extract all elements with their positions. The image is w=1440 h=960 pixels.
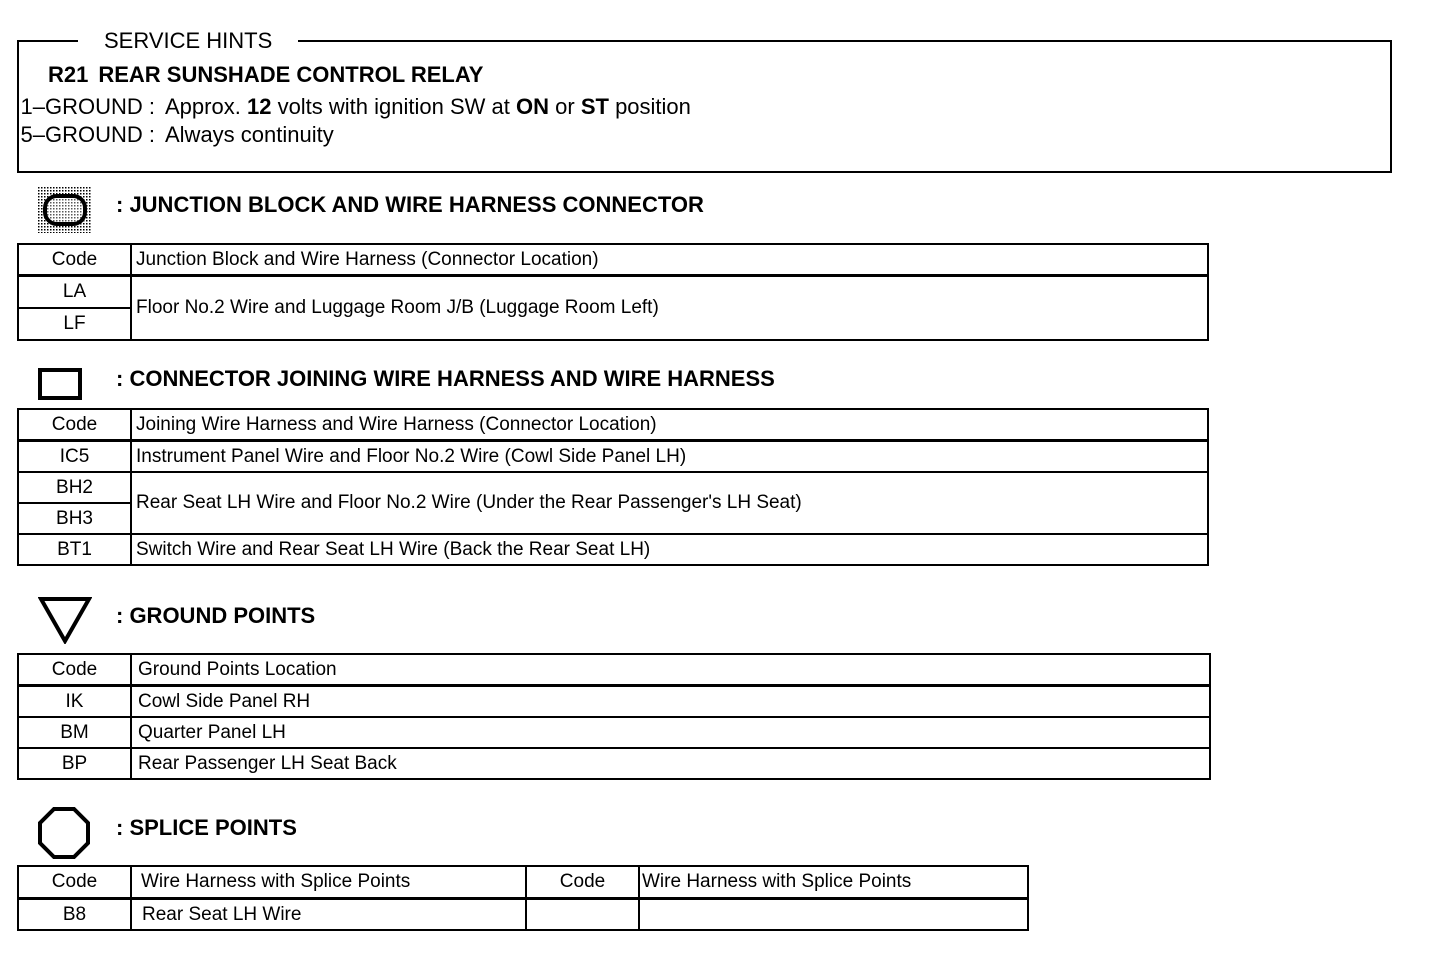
junction-heading: : JUNCTION BLOCK AND WIRE HARNESS CONNECTOR	[116, 192, 704, 217]
table-row	[18, 748, 1210, 779]
col-desc: Ground Points Location	[131, 654, 1210, 686]
hint-text: or	[555, 94, 575, 119]
hint-voltage: 12	[246, 94, 272, 119]
relay-name: REAR SUNSHADE CONTROL RELAY	[98, 62, 484, 87]
ground-triangle-icon	[38, 596, 92, 644]
desc-cell: Rear Passenger LH Seat Back	[131, 748, 1210, 779]
splice-table	[17, 865, 1029, 931]
code-cell: IC5	[18, 441, 131, 473]
desc-cell-2	[639, 899, 1028, 931]
code-cell: BM	[18, 717, 131, 748]
hint-text: volts with ignition SW at	[277, 94, 510, 119]
hint-line-1	[0, 94, 691, 120]
col-code: Code	[18, 409, 131, 441]
table-row	[18, 899, 1028, 931]
splice-heading: : SPLICE POINTS	[116, 815, 297, 840]
col-code: Code	[18, 654, 131, 686]
col-code: Code	[18, 866, 131, 899]
desc-cell: Rear Seat LH Wire	[131, 899, 526, 931]
desc-cell: Switch Wire and Rear Seat LH Wire (Back the Rear Seat LH)	[131, 534, 1208, 565]
table-row	[18, 472, 1208, 503]
table-row	[18, 441, 1208, 473]
code-cell: B8	[18, 899, 131, 931]
code-cell: LA	[18, 276, 131, 309]
code-cell: BH2	[18, 472, 131, 503]
hint-on: ON	[516, 94, 549, 119]
code-cell: IK	[18, 686, 131, 718]
table-header-row	[18, 866, 1028, 899]
hint-pin: 1–GROUND :	[20, 94, 155, 119]
relay-title	[48, 62, 483, 88]
hint-pin: 5–GROUND :	[20, 122, 155, 147]
col-code-2: Code	[526, 866, 639, 899]
col-desc-2: Wire Harness with Splice Points	[639, 866, 1028, 899]
code-cell-2	[526, 899, 639, 931]
junction-table	[17, 243, 1209, 341]
hint-text: Approx.	[165, 94, 241, 119]
col-desc: Joining Wire Harness and Wire Harness (Connector Location)	[131, 409, 1208, 441]
table-header-row	[18, 654, 1210, 686]
table-header-row	[18, 244, 1208, 276]
code-cell: BH3	[18, 503, 131, 534]
junction-block-icon	[38, 187, 92, 233]
table-row	[18, 717, 1210, 748]
code-cell: BP	[18, 748, 131, 779]
ground-table	[17, 653, 1211, 780]
col-desc: Wire Harness with Splice Points	[131, 866, 526, 899]
code-cell: BT1	[18, 534, 131, 565]
desc-cell: Floor No.2 Wire and Luggage Room J/B (Luggage Room Left)	[131, 276, 1208, 341]
code-cell: LF	[18, 308, 131, 340]
service-hints-title: SERVICE HINTS	[78, 28, 298, 54]
hint-line-5	[0, 122, 334, 148]
table-row	[18, 686, 1210, 718]
connector-table	[17, 408, 1209, 566]
desc-cell: Instrument Panel Wire and Floor No.2 Wire (Cowl Side Panel LH)	[131, 441, 1208, 473]
table-header-row	[18, 409, 1208, 441]
col-code: Code	[18, 244, 131, 276]
desc-cell: Quarter Panel LH	[131, 717, 1210, 748]
desc-cell: Rear Seat LH Wire and Floor No.2 Wire (Under the Rear Passenger's LH Seat)	[131, 472, 1208, 534]
table-row	[18, 534, 1208, 565]
hint-text: position	[615, 94, 691, 119]
relay-code: R21	[48, 62, 89, 87]
connector-icon	[38, 368, 82, 400]
connector-heading: : CONNECTOR JOINING WIRE HARNESS AND WIRE HARNESS	[116, 366, 775, 391]
ground-heading: : GROUND POINTS	[116, 603, 316, 628]
hint-st: ST	[580, 94, 609, 119]
hint-text: Always continuity	[165, 122, 334, 147]
desc-cell: Cowl Side Panel RH	[131, 686, 1210, 718]
table-row	[18, 276, 1208, 309]
col-desc: Junction Block and Wire Harness (Connector Location)	[131, 244, 1208, 276]
splice-octagon-icon	[37, 806, 91, 860]
